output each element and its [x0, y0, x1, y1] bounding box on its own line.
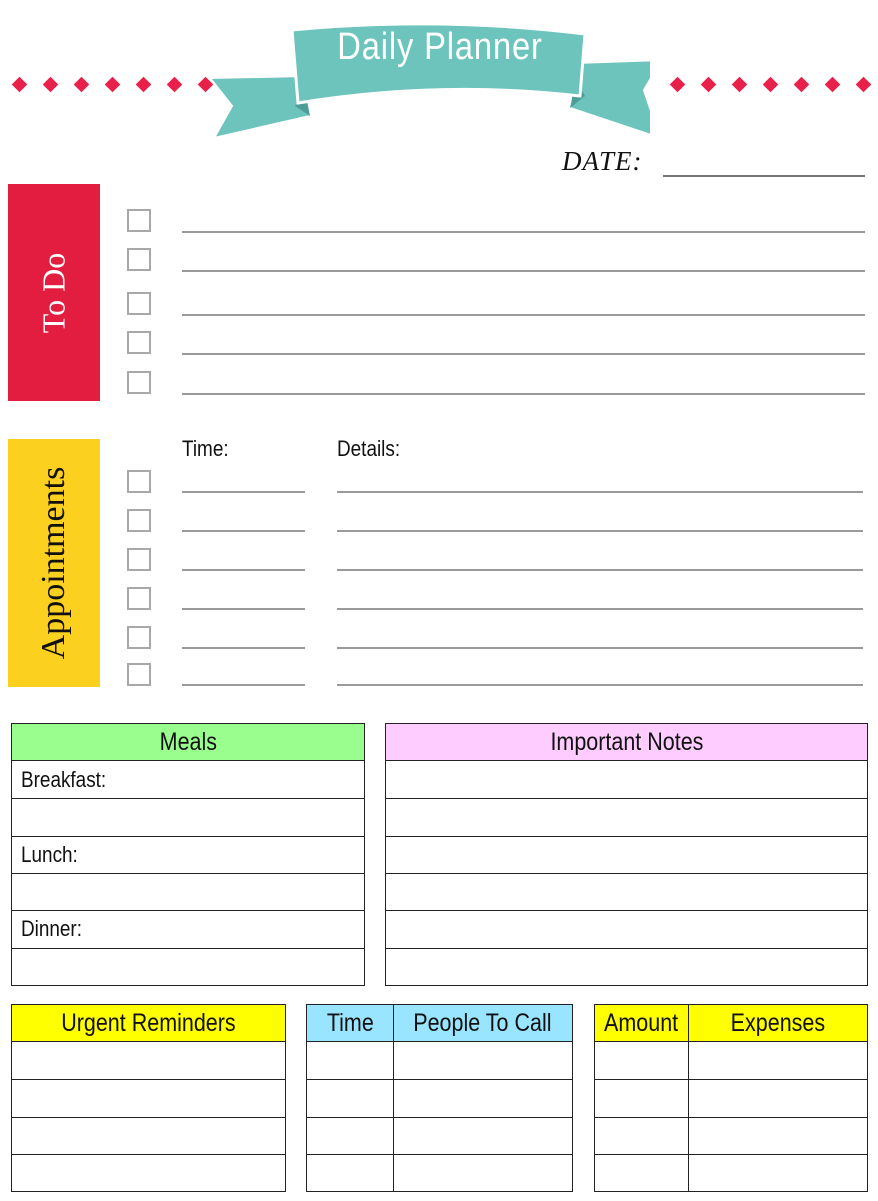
todo-line[interactable]	[182, 231, 865, 233]
calls-table	[306, 1004, 573, 1192]
todo-checkbox[interactable]	[127, 331, 151, 354]
todo-tab	[8, 184, 100, 401]
calls-row[interactable]	[307, 1079, 572, 1116]
notes-row[interactable]	[386, 948, 867, 985]
expenses-table	[594, 1004, 868, 1192]
diamond-icon	[794, 77, 810, 93]
reminders-row[interactable]	[12, 1117, 285, 1154]
appointments-tab	[8, 439, 100, 687]
diamond-icon	[825, 77, 841, 93]
reminders-title: Urgent Reminders	[61, 1008, 236, 1037]
calls-row[interactable]	[307, 1042, 572, 1079]
appointment-checkbox[interactable]	[127, 587, 151, 610]
expenses-row[interactable]	[595, 1117, 867, 1154]
todo-checkbox[interactable]	[127, 248, 151, 271]
diamond-icon	[167, 77, 183, 93]
todo-line[interactable]	[182, 270, 865, 272]
expenses-row[interactable]	[595, 1042, 867, 1079]
meals-row[interactable]	[12, 836, 364, 873]
todo-checkbox[interactable]	[127, 292, 151, 315]
expenses-row[interactable]	[595, 1154, 867, 1191]
diamond-icon	[701, 77, 717, 93]
diamond-icon	[105, 77, 121, 93]
meals-table	[11, 723, 365, 986]
expenses-title: Expenses	[730, 1008, 825, 1037]
diamond-icon	[856, 77, 872, 93]
appointment-checkbox[interactable]	[127, 626, 151, 649]
reminders-row[interactable]	[12, 1042, 285, 1079]
calls-people-header: People To Call	[413, 1008, 552, 1037]
notes-row[interactable]	[386, 836, 867, 873]
details-column-header: Details:	[337, 436, 401, 461]
appointment-time-line[interactable]	[182, 684, 305, 686]
appointment-checkbox[interactable]	[127, 663, 151, 686]
todo-line[interactable]	[182, 314, 865, 316]
meals-header-cell	[12, 724, 364, 760]
calls-time-header-cell	[307, 1005, 393, 1041]
diamond-row-right	[662, 76, 878, 94]
amount-header: Amount	[604, 1008, 679, 1037]
meals-title: Meals	[159, 727, 217, 756]
reminders-table	[11, 1004, 286, 1192]
time-column-header: Time:	[182, 436, 229, 461]
todo-checkbox[interactable]	[127, 209, 151, 232]
diamond-row-left	[4, 76, 221, 94]
meals-row[interactable]	[12, 761, 364, 798]
meals-row[interactable]	[12, 873, 364, 910]
diamond-icon	[732, 77, 748, 93]
calls-people-header-cell	[393, 1005, 572, 1041]
reminders-row[interactable]	[12, 1079, 285, 1116]
diamond-icon	[670, 77, 686, 93]
notes-header-cell	[386, 724, 867, 760]
meals-row-label: Dinner:	[21, 916, 82, 941]
appointment-checkbox[interactable]	[127, 509, 151, 532]
diamond-icon	[12, 77, 28, 93]
meals-header	[12, 724, 364, 761]
meals-row-label: Lunch:	[21, 842, 78, 867]
appointment-details-line[interactable]	[337, 647, 863, 649]
appointment-details-line[interactable]	[337, 569, 863, 571]
todo-line[interactable]	[182, 393, 865, 395]
date-label: DATE:	[562, 146, 643, 176]
appointment-details-line[interactable]	[337, 491, 863, 493]
diamond-icon	[74, 77, 90, 93]
diamond-icon	[763, 77, 779, 93]
planner-title: Daily Planner	[337, 26, 543, 68]
notes-row[interactable]	[386, 873, 867, 910]
appointment-time-line[interactable]	[182, 608, 305, 610]
date-field[interactable]	[663, 175, 865, 177]
meals-row[interactable]	[12, 798, 364, 835]
appointment-details-line[interactable]	[337, 530, 863, 532]
reminders-header	[12, 1005, 285, 1042]
calls-row[interactable]	[307, 1154, 572, 1191]
expenses-header	[595, 1005, 867, 1042]
reminders-row[interactable]	[12, 1154, 285, 1191]
appointment-checkbox[interactable]	[127, 548, 151, 571]
appointment-time-line[interactable]	[182, 491, 305, 493]
notes-table	[385, 723, 868, 986]
appointments-label: Appointments	[35, 466, 72, 660]
notes-row[interactable]	[386, 761, 867, 798]
notes-row[interactable]	[386, 798, 867, 835]
appointment-details-line[interactable]	[337, 608, 863, 610]
meals-row-label: Breakfast:	[21, 767, 107, 792]
meals-row[interactable]	[12, 948, 364, 985]
expenses-header-cell	[688, 1005, 867, 1041]
reminders-header-cell	[12, 1005, 285, 1041]
appointment-checkbox[interactable]	[127, 470, 151, 493]
diamond-icon	[43, 77, 59, 93]
appointment-time-line[interactable]	[182, 530, 305, 532]
todo-checkbox[interactable]	[127, 371, 151, 394]
meals-row[interactable]	[12, 910, 364, 947]
diamond-icon	[136, 77, 152, 93]
expenses-row[interactable]	[595, 1079, 867, 1116]
notes-header	[386, 724, 867, 761]
calls-time-header: Time	[326, 1008, 374, 1037]
notes-row[interactable]	[386, 910, 867, 947]
todo-label: To Do	[35, 252, 72, 333]
notes-title: Important Notes	[550, 727, 703, 756]
appointment-time-line[interactable]	[182, 569, 305, 571]
calls-row[interactable]	[307, 1117, 572, 1154]
amount-header-cell	[595, 1005, 688, 1041]
appointment-time-line[interactable]	[182, 647, 305, 649]
todo-line[interactable]	[182, 353, 865, 355]
calls-header	[307, 1005, 572, 1042]
appointment-details-line[interactable]	[337, 684, 863, 686]
